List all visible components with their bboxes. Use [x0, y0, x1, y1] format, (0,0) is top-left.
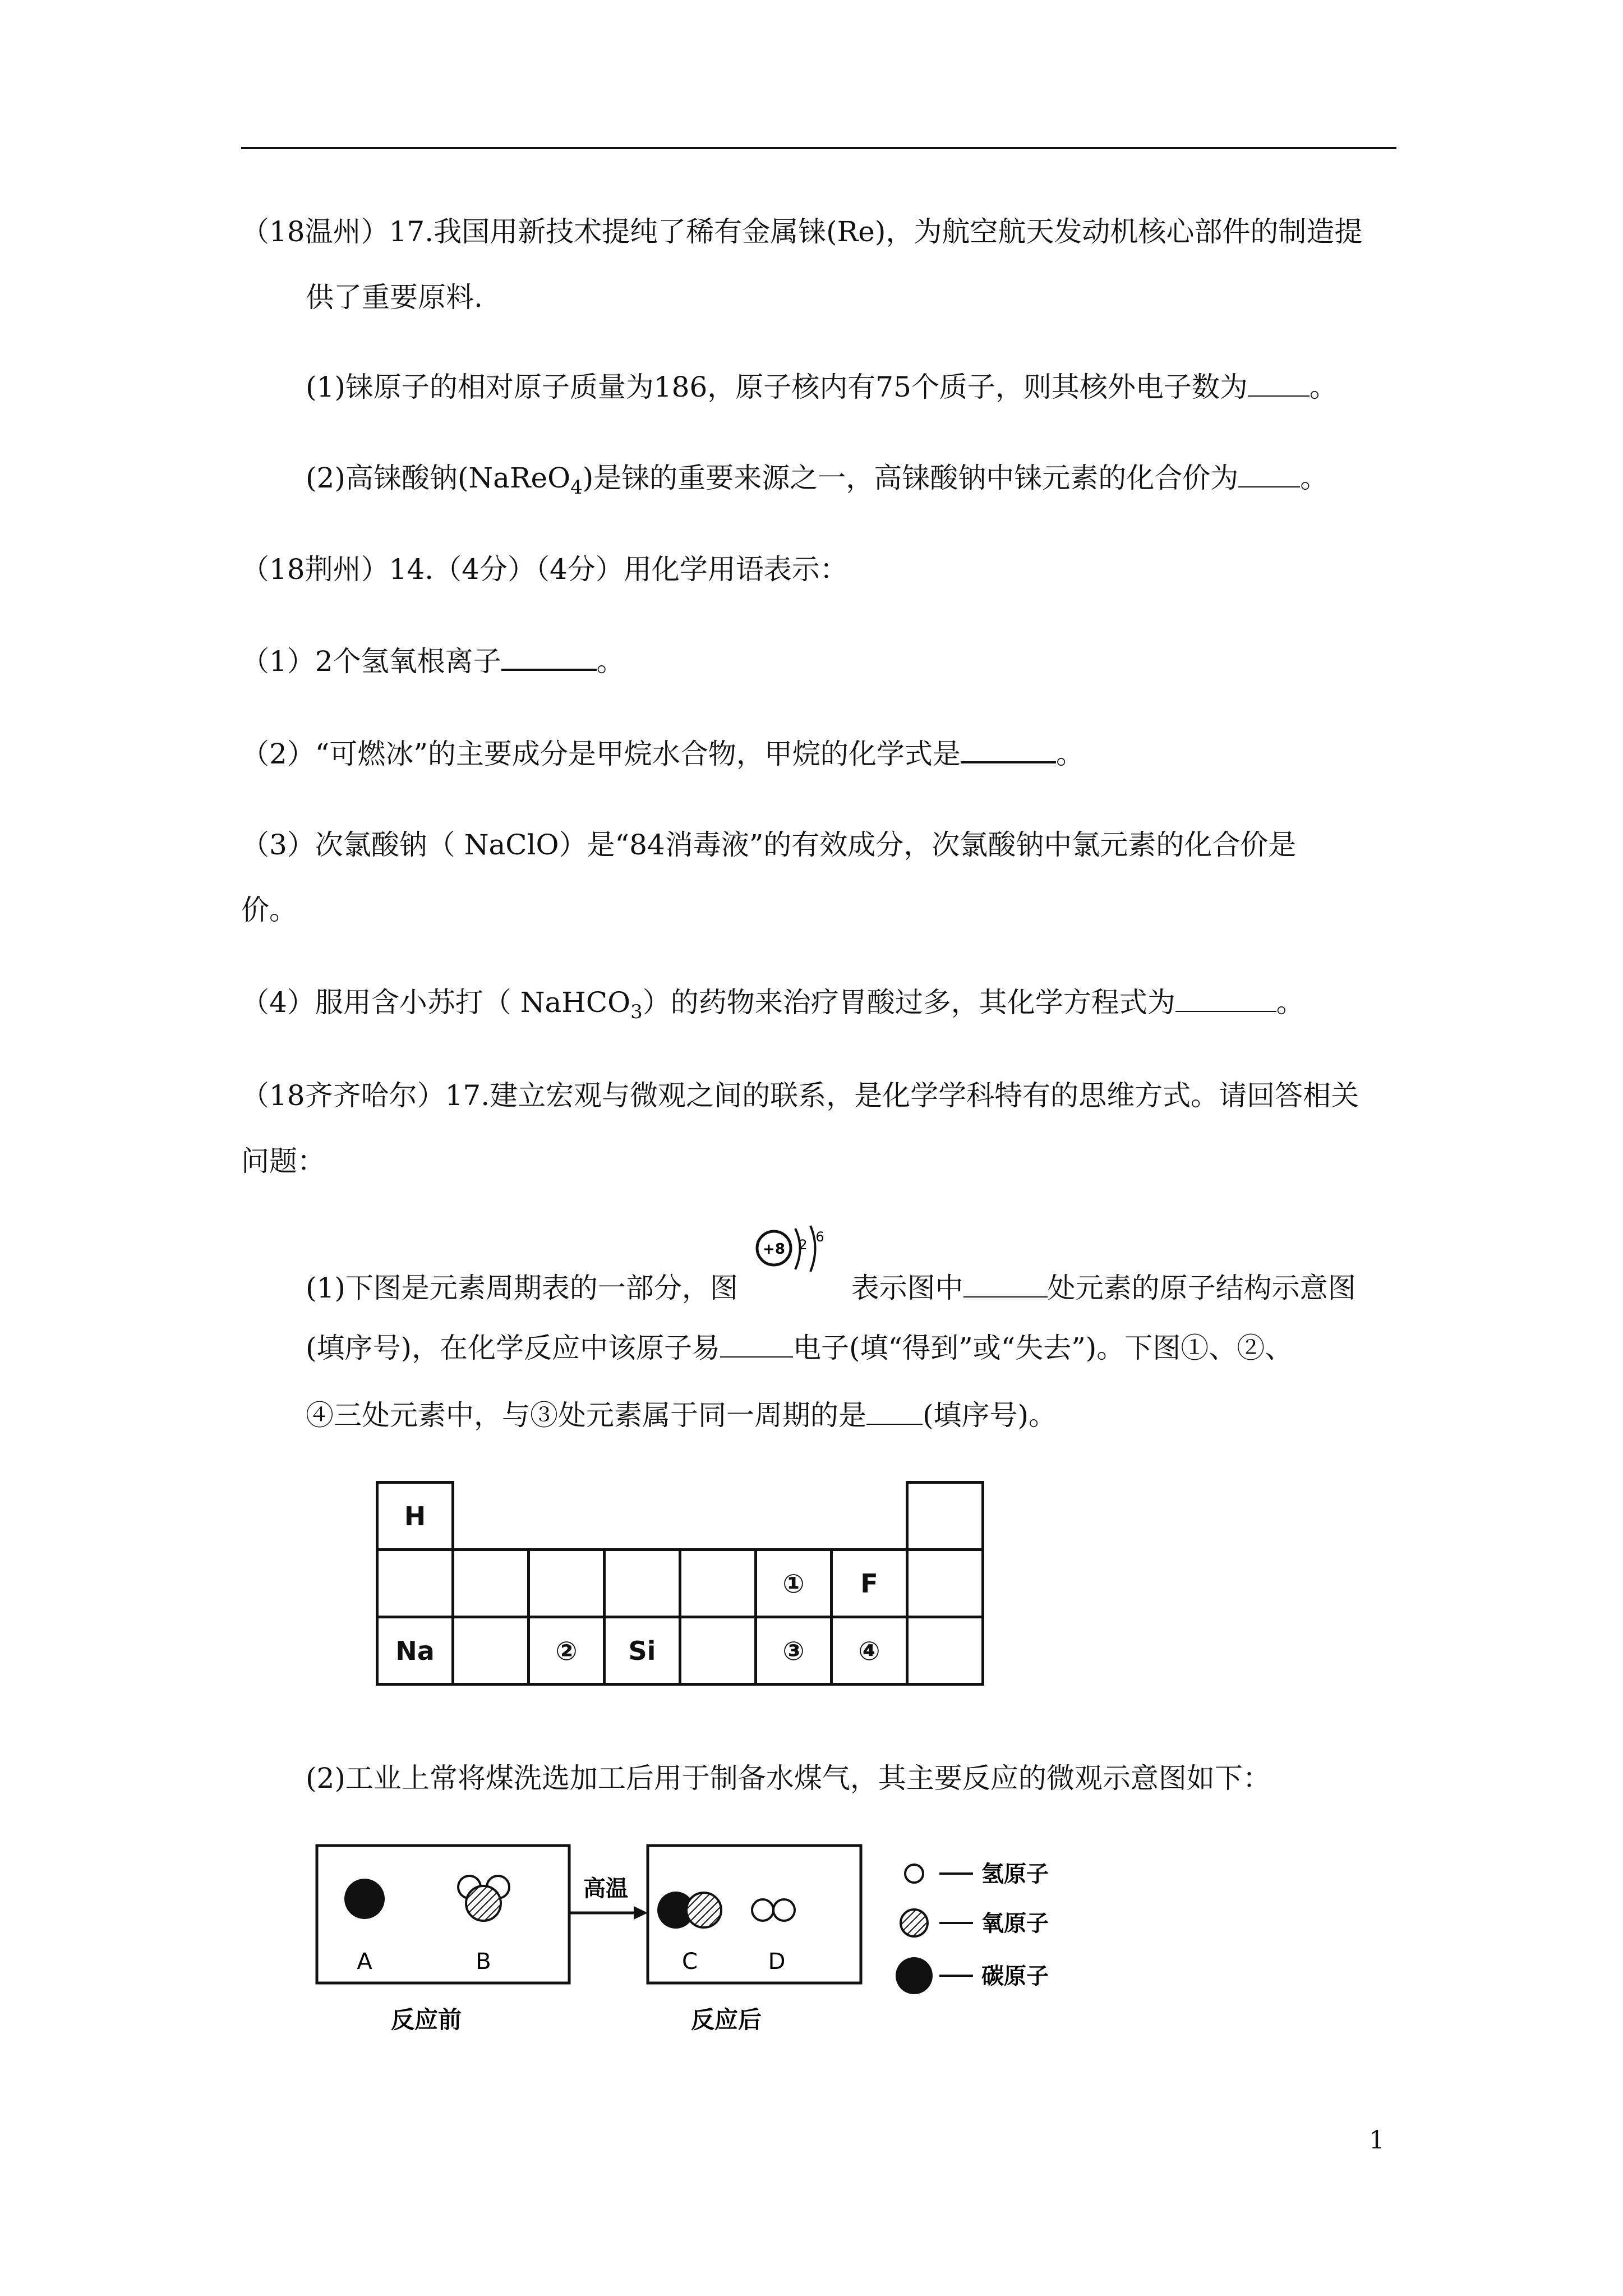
nucleus-charge: +8 [763, 1241, 785, 1258]
legend-hydrogen-symbol [905, 1865, 923, 1883]
q3-part1-text-b: 表示图中 [851, 1272, 963, 1304]
q1-part2-end: 。 [1300, 462, 1329, 494]
table-cell-empty [756, 1483, 832, 1550]
label-b: B [476, 1949, 491, 1975]
table-row [377, 1550, 983, 1617]
answer-blank[interactable] [866, 1399, 923, 1425]
arrow-condition: 高温 [583, 1876, 628, 1902]
hydrogen-atom [773, 1899, 795, 1921]
table-cell: H [377, 1483, 453, 1550]
q2-part3-line1: （3）次氯酸钠（ NaClO）是“84消毒液”的有效成分，次氯酸钠中氯元素的化合价是 [241, 829, 1297, 861]
reaction-diagram [308, 1834, 1178, 2047]
answer-blank[interactable] [720, 1332, 793, 1358]
table-cell [907, 1550, 983, 1617]
shell1-electrons: 2 [799, 1237, 808, 1253]
q3-part2: (2)工业上常将煤洗选加工后用于制备水煤气，其主要反应的微观示意图如下： [306, 1762, 1271, 1795]
q2-head: （18荆州）14.（4分）（4分）用化学用语表示： [241, 553, 848, 586]
q2-part2 [241, 737, 1084, 771]
table-cell [529, 1550, 605, 1617]
answer-blank[interactable] [963, 1272, 1048, 1297]
q2-part2-end: 。 [1055, 738, 1084, 770]
subscript: 4 [570, 476, 583, 499]
q2-part2-text: （2）“可燃冰”的主要成分是甲烷水合物，甲烷的化学式是 [241, 738, 961, 770]
atom-structure-diagram [751, 1220, 836, 1287]
hydrogen-atom [752, 1899, 773, 1921]
q3-part1-line2-text-b: 电子(填“得到”或“失去”)。下图①、②、 [793, 1332, 1293, 1364]
header-rule [241, 147, 1396, 149]
label-a: A [357, 1949, 372, 1975]
table-cell-empty [832, 1483, 907, 1550]
q2-part4-text-b: ）的药物来治疗胃酸过多，其化学方程式为 [642, 986, 1175, 1019]
q2-part1-text: （1）2个氢氧根离子 [241, 645, 501, 678]
table-cell: F [832, 1550, 907, 1617]
q1-part2-text-a: (2)高铼酸钠(NaReO [306, 462, 571, 494]
oxygen-atom [466, 1886, 501, 1921]
table-cell [605, 1550, 680, 1617]
periodic-table-fragment [376, 1481, 984, 1686]
page-number: 1 [1369, 2126, 1385, 2155]
table-cell-empty [680, 1483, 756, 1550]
before-caption: 反应前 [390, 2006, 462, 2033]
q3-part1-line3 [306, 1398, 1057, 1432]
q1-line2: 供了重要原料. [306, 281, 483, 314]
table-cell-empty [529, 1483, 605, 1550]
q2-part1 [241, 644, 625, 678]
q2-part3-line2: 价。 [241, 894, 297, 926]
after-caption: 反应后 [690, 2006, 762, 2033]
label-c: C [682, 1949, 698, 1975]
legend-oxygen-label: 氧原子 [981, 1911, 1049, 1936]
table-cell-empty [453, 1483, 529, 1550]
table-cell: Na [377, 1617, 453, 1685]
q2-part4 [241, 986, 1304, 1029]
answer-blank[interactable] [501, 644, 597, 671]
q3-part1-text-c: 处元素的原子结构示意图 [1047, 1272, 1356, 1304]
table-cell: ③ [756, 1617, 832, 1685]
q2-part4-end: 。 [1276, 986, 1304, 1019]
q3-part1-line2-text-a: (填序号)，在化学反应中该原子易 [306, 1332, 721, 1364]
table-cell [907, 1617, 983, 1685]
table-cell [907, 1483, 983, 1550]
answer-blank[interactable] [1248, 371, 1310, 397]
arrow-head [634, 1906, 648, 1920]
answer-blank[interactable] [1238, 462, 1300, 487]
table-cell: ④ [832, 1617, 907, 1685]
oxygen-atom [686, 1893, 721, 1927]
table-row [377, 1483, 983, 1550]
label-d: D [768, 1949, 786, 1975]
shell2-electrons: 6 [815, 1229, 824, 1245]
table-cell: ② [529, 1617, 605, 1685]
table-cell [453, 1617, 529, 1685]
table-row [377, 1617, 983, 1685]
q1-line1: （18温州）17.我国用新技术提纯了稀有金属铼(Re)，为航空航天发动机核心部件的制造提 [241, 215, 1363, 248]
table-cell: Si [605, 1617, 680, 1685]
carbon-atom [344, 1879, 385, 1919]
legend-carbon-symbol [896, 1957, 933, 1994]
subscript: 3 [630, 1001, 643, 1023]
q2-part4-text-a: （4）服用含小苏打（ NaHCO [241, 986, 631, 1019]
q1-part2 [306, 461, 1328, 504]
table-cell [377, 1550, 453, 1617]
q3-head-line1: （18齐齐哈尔）17.建立宏观与微观之间的联系，是化学学科特有的思维方式。请回答相关 [241, 1079, 1359, 1112]
shell-arc-2 [810, 1226, 815, 1272]
legend-hydrogen-label: 氢原子 [981, 1861, 1049, 1887]
q3-part1-line3-text-b: (填序号)。 [923, 1399, 1057, 1432]
q1-part2-text-b: )是铼的重要来源之一，高铼酸钠中铼元素的化合价为 [582, 462, 1239, 494]
legend-oxygen-symbol [901, 1910, 928, 1936]
q2-part1-end: 。 [596, 645, 625, 678]
q1-part1-end: 。 [1309, 371, 1338, 403]
answer-blank[interactable] [961, 737, 1056, 763]
q3-part1-line3-text-a: ④三处元素中，与③处元素属于同一周期的是 [306, 1399, 866, 1432]
table-cell [453, 1550, 529, 1617]
q3-part1-text-a: (1)下图是元素周期表的一部分，图 [306, 1272, 738, 1304]
q1-part1 [306, 370, 1338, 404]
table-cell-empty [605, 1483, 680, 1550]
table-cell [680, 1550, 756, 1617]
legend-carbon-label: 碳原子 [981, 1963, 1049, 1989]
q1-part1-text: (1)铼原子的相对原子质量为186，原子核内有75个质子，则其核外电子数为 [306, 371, 1248, 403]
q3-head-line2: 问题： [241, 1145, 325, 1177]
table-cell: ① [756, 1550, 832, 1617]
answer-blank[interactable] [1175, 986, 1276, 1012]
table-cell [680, 1617, 756, 1685]
q3-part1-line2 [306, 1331, 1293, 1365]
